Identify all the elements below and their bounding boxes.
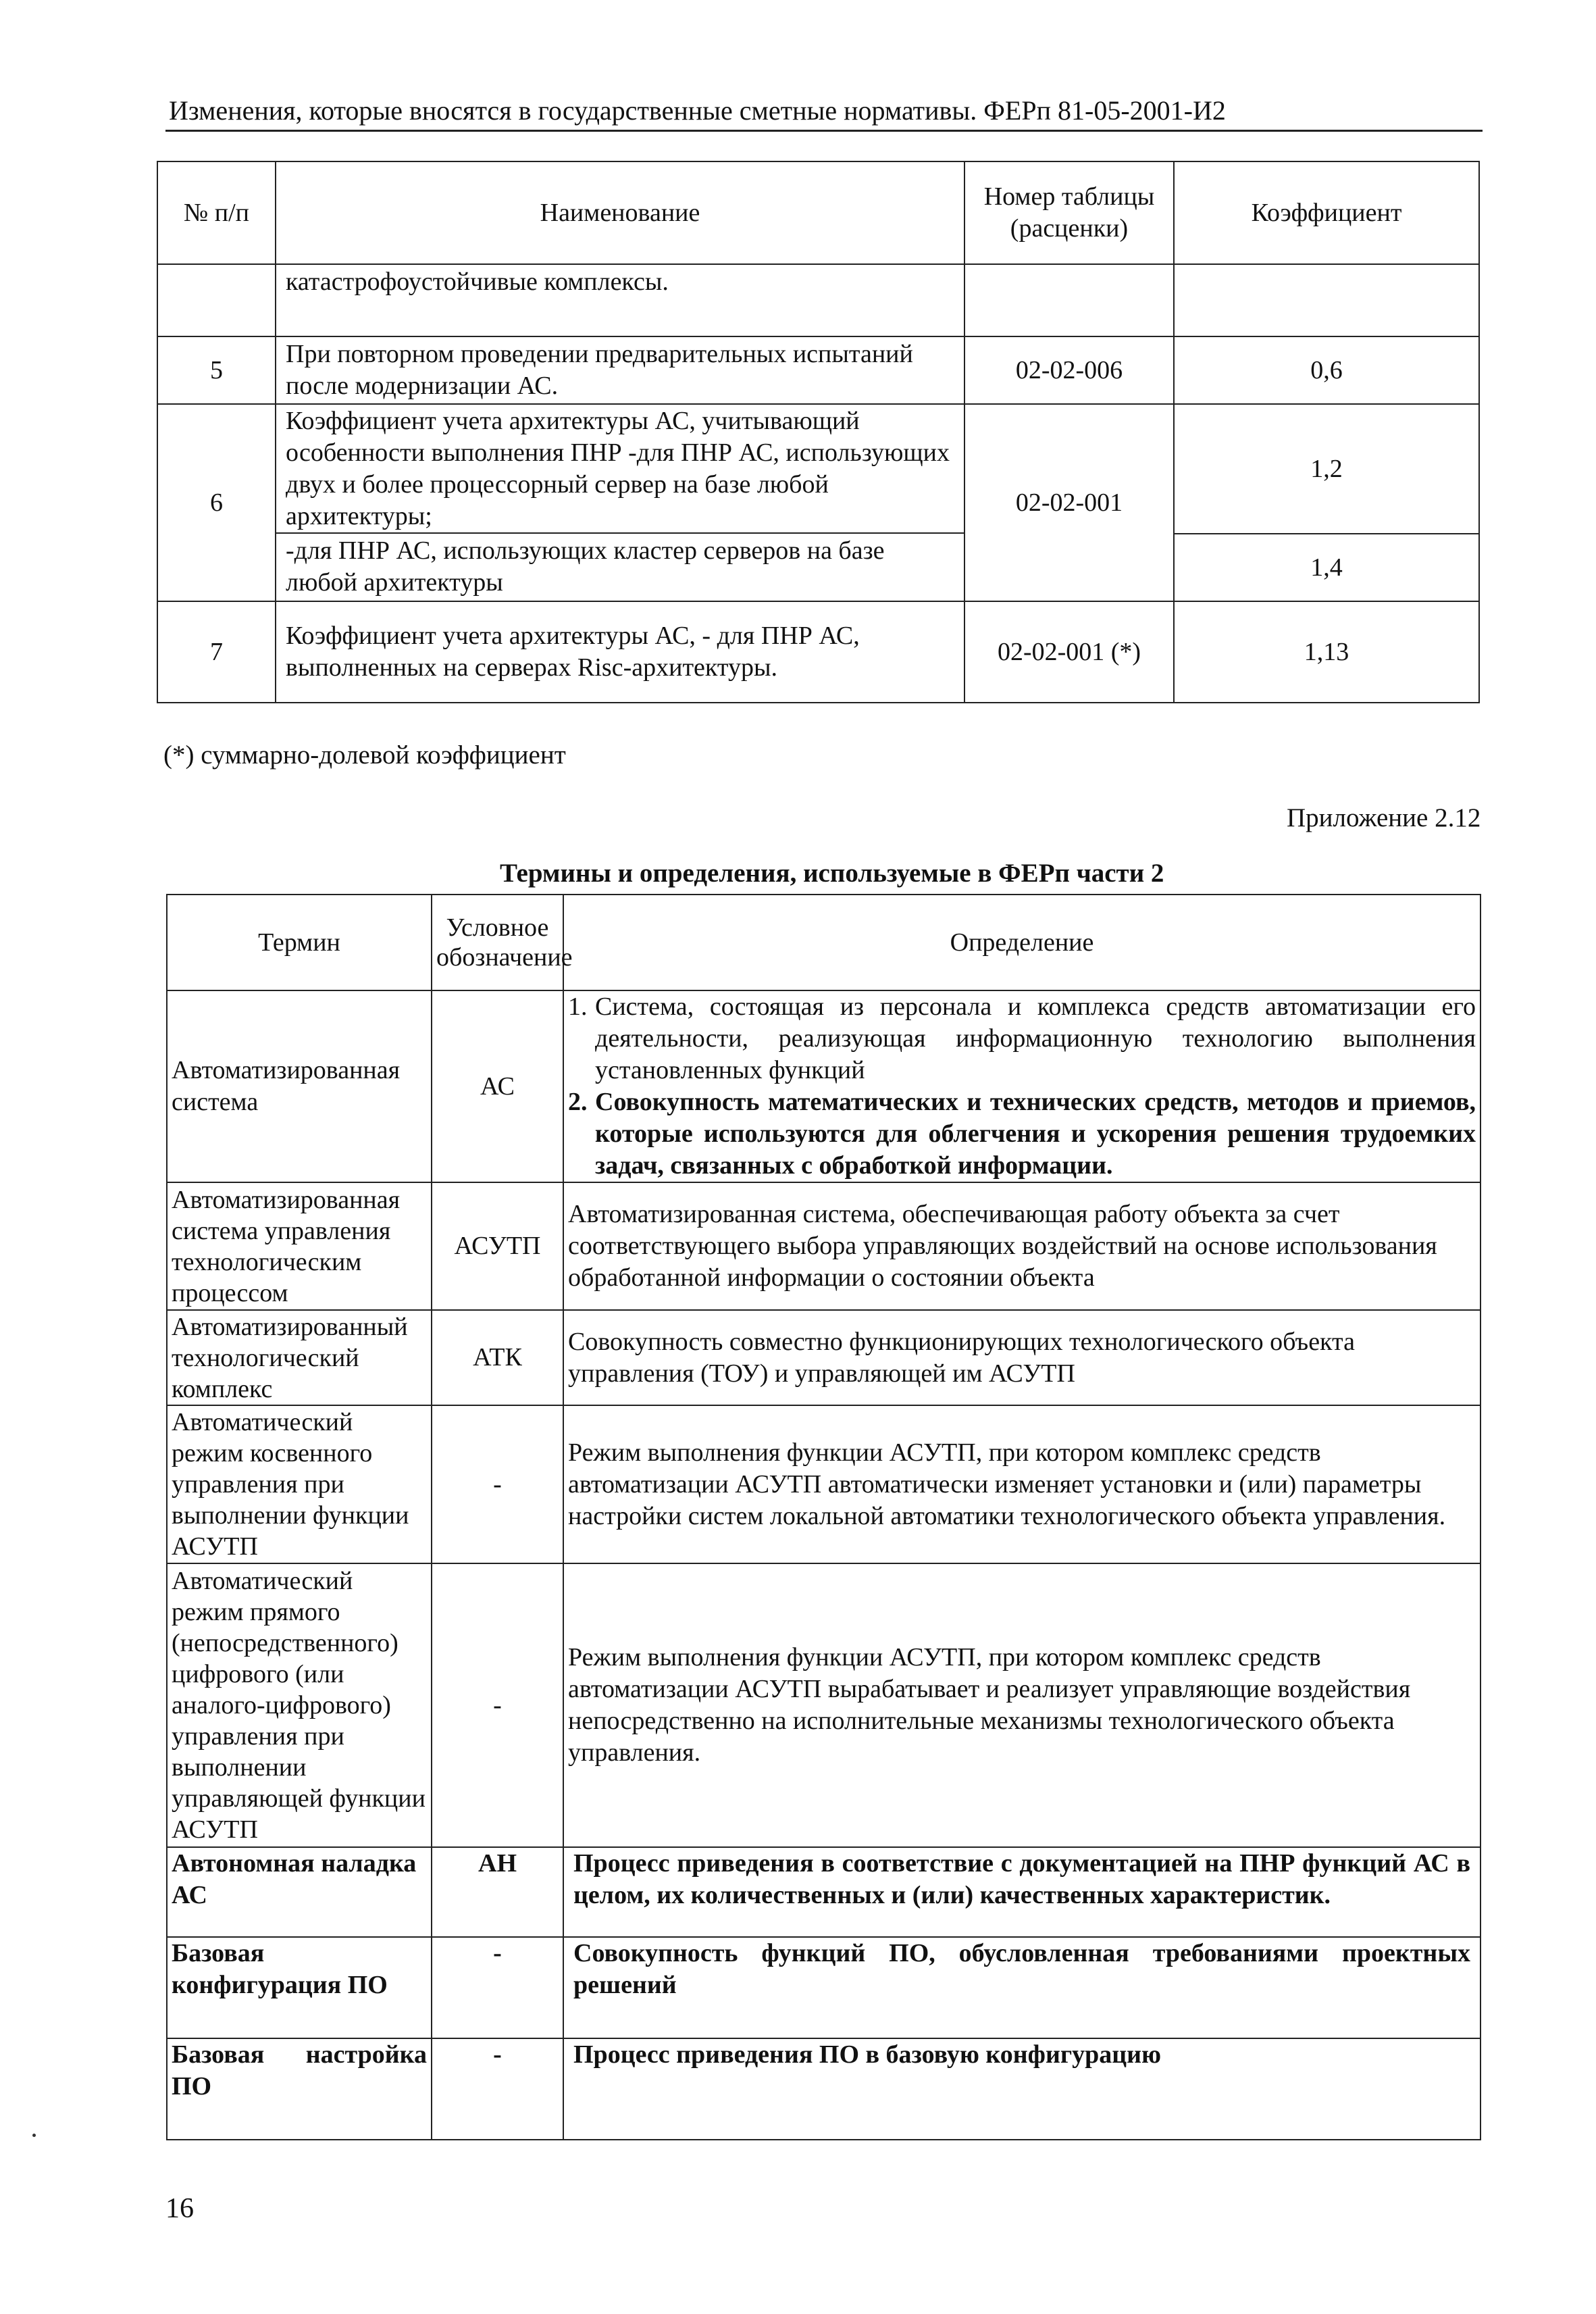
definition: Режим выполнения функции АСУТП, при котором комплекс средств автоматизации АСУТП вырабатывает и реализует управляющие воздействия непосредственно на исполнительные механизмы технологического объекта управления.: [563, 1563, 1481, 1847]
table-row: [157, 336, 1479, 404]
appendix-label: Приложение 2.12: [1287, 803, 1481, 832]
row-coef-part2: 1,4: [1175, 533, 1478, 601]
table-row: [167, 1847, 1481, 1937]
table-row: [157, 601, 1479, 703]
abbr: -: [432, 1937, 563, 2038]
table-row: [167, 990, 1481, 1182]
row-num: [157, 264, 276, 336]
col-header-coef: Коэффициент: [1174, 161, 1479, 264]
abbr: -: [432, 1405, 563, 1563]
definition: Процесс приведения в соответствие с документацией на ПНР функций АС в целом, их количественных и (или) качественных характеристик.: [563, 1847, 1481, 1937]
definition: Совокупность функций ПО, обусловленная требованиями проектных решений: [563, 1937, 1481, 2038]
definition: Процесс приведения ПО в базовую конфигурацию: [563, 2038, 1481, 2140]
abbr: АС: [432, 990, 563, 1182]
table-row: [167, 1310, 1481, 1405]
table-row: [157, 264, 1479, 336]
term: Автоматизированный технологический комплекс: [167, 1310, 432, 1405]
row-name-part1: Коэффициент учета архитектуры АС, учитывающий особенности выполнения ПНР -для ПНР АС, использующих двух и более процессорный сервер на базе любой архитектуры;: [286, 407, 950, 530]
definition-item-1: 1. Система, состоящая из персонала и комплекса средств автоматизации его деятельности, реализующая информационную технологию выполнения установленных функций: [568, 992, 1476, 1084]
footnote: (*) суммарно-долевой коэффициент: [163, 740, 566, 770]
col-header-term: Термин: [167, 895, 432, 990]
row-table: 02-02-001 (*): [964, 601, 1174, 703]
col-header-abbr: Условное обозначение: [432, 895, 563, 990]
row-name-part2: -для ПНР АС, использующих кластер серверов на базе любой архитектуры: [276, 532, 964, 600]
table-header-row: [167, 895, 1481, 990]
definition: [563, 990, 1481, 1182]
row-table: 02-02-001: [964, 404, 1174, 601]
col-header-def: Определение: [563, 895, 1481, 990]
table-caption: Термины и определения, используемые в ФЕРп части 2: [500, 859, 1164, 888]
col-header-table: Номер таблицы (расценки): [964, 161, 1174, 264]
row-coef: 0,6: [1174, 336, 1479, 404]
page-number: 16: [165, 2193, 194, 2224]
row-num: 5: [157, 336, 276, 404]
scan-speck: [32, 2134, 36, 2137]
row-name: Коэффициент учета архитектуры АС, - для ПНР АС, выполненных на серверах Risc-архитектуры.: [276, 601, 964, 703]
row-name: [276, 404, 964, 601]
row-coef-part1: 1,2: [1310, 455, 1343, 483]
term: Автоматизированная система: [167, 990, 432, 1182]
coefficients-table: [157, 161, 1480, 703]
row-coef: [1174, 264, 1479, 336]
term: Автономная наладка АС: [167, 1847, 432, 1937]
term: Базовая настройка ПО: [167, 2038, 432, 2140]
table-row: [167, 1405, 1481, 1563]
col-header-num: № п/п: [157, 161, 276, 264]
row-coef: 1,13: [1174, 601, 1479, 703]
header-divider: [165, 130, 1483, 132]
abbr: АН: [432, 1847, 563, 1937]
table-row: [167, 1937, 1481, 2038]
table-row: [167, 2038, 1481, 2140]
definition: Режим выполнения функции АСУТП, при котором комплекс средств автоматизации АСУТП автоматически изменяет установки и (или) параметры настройки систем локальной автоматики технологического объекта управления.: [563, 1405, 1481, 1563]
row-table: [964, 264, 1174, 336]
term: Базовая конфигурация ПО: [167, 1937, 432, 2038]
definition-item-2: 2. Совокупность математических и технических средств, методов и приемов, которые используются для облегчения и ускорения решения трудоемких задач, связанных с обработкой информации.: [568, 1088, 1476, 1180]
table-row: [167, 1182, 1481, 1310]
abbr: АСУТП: [432, 1182, 563, 1310]
row-name: При повторном проведении предварительных испытаний после модернизации АС.: [276, 336, 964, 404]
term: Автоматизированная система управления технологическим процессом: [167, 1182, 432, 1310]
definition: Автоматизированная система, обеспечивающая работу объекта за счет соответствующего выбора управляющих воздействий на основе использования обработанной информации о состоянии объекта: [563, 1182, 1481, 1310]
abbr: АТК: [432, 1310, 563, 1405]
table-header-row: [157, 161, 1479, 264]
term: Автоматический режим косвенного управления при выполнении функции АСУТП: [167, 1405, 432, 1563]
table-row: [157, 404, 1479, 601]
document-header: Изменения, которые вносятся в государственные сметные нормативы. ФЕРп 81-05-2001-И2: [169, 95, 1226, 126]
terms-table: [166, 894, 1481, 2140]
row-num: 6: [157, 404, 276, 601]
col-header-name: Наименование: [276, 161, 964, 264]
row-name: катастрофоустойчивые комплексы.: [276, 264, 964, 336]
table-row: [167, 1563, 1481, 1847]
row-num: 7: [157, 601, 276, 703]
abbr: -: [432, 2038, 563, 2140]
row-coef: [1174, 404, 1479, 601]
row-table: 02-02-006: [964, 336, 1174, 404]
abbr: -: [432, 1563, 563, 1847]
definition: Совокупность совместно функционирующих технологического объекта управления (ТОУ) и управляющей им АСУТП: [563, 1310, 1481, 1405]
term: Автоматический режим прямого (непосредственного) цифрового (или аналого-цифрового) управления при выполнении управляющей функции АСУТП: [167, 1563, 432, 1847]
